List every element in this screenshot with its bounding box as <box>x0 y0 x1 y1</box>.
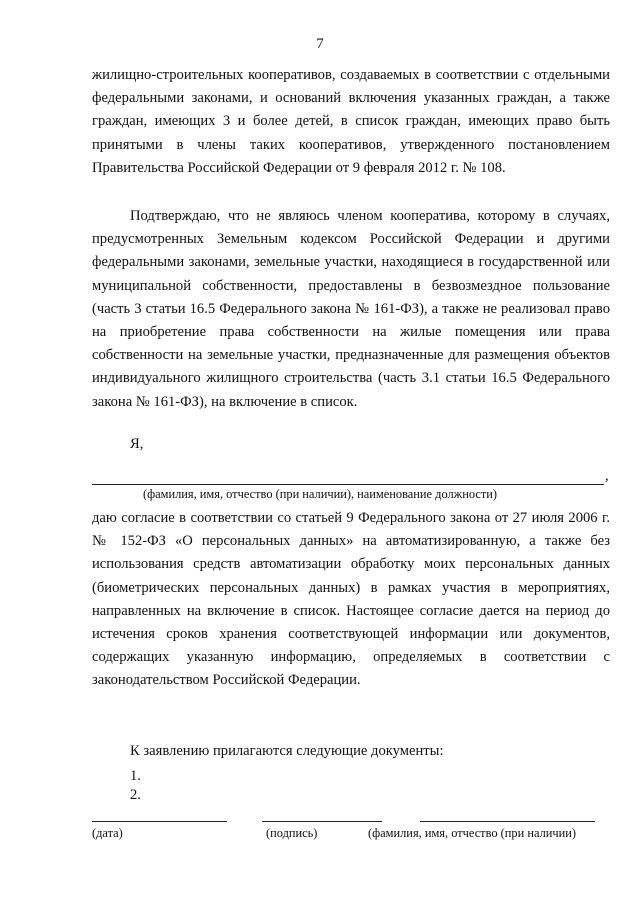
date-caption: (дата) <box>92 826 123 840</box>
attachment-item: 1. <box>130 768 141 784</box>
attachment-item: 2. <box>130 787 141 803</box>
paragraph-cooperatives: жилищно-строительных кооперативов, создаваемых в соответствии с отдельными федеральными законами, и оснований включения указанных граждан, а также граждан, имеющих 3 и более детей, в список граждан, имеющих право быть принятыми в члены таких кооперативов, утвержденного постановлением Правительства Российской Федерации от 9 февраля 2012 г. № 108. <box>92 67 610 176</box>
full-name-caption: (фамилия, имя, отчество (при наличии) <box>368 826 577 840</box>
date-line <box>92 821 227 822</box>
attachments-title: К заявлению прилагаются следующие документы: <box>130 743 444 759</box>
paragraph-consent: даю согласие в соответствии со статьей 9 Федерального закона от 27 июля 2006 г. № 152-ФЗ «О персональных данных» на автоматизированную, а также без использования средств автоматизации обработку моих персональных данных (биометрических персональных данных) в рамках участия в мероприятиях, направленных на включение в список. Настоящее согласие дается на период до истечения сроков хранения соответствующей информации или документов, содержащих указанную информацию, определяемых в соответствии с законодательством Российской Федерации. <box>92 510 610 689</box>
fill-line-comma: , <box>605 468 609 484</box>
page-number: 7 <box>316 36 324 52</box>
attachments-list <box>130 767 141 805</box>
consent-pronoun: Я, <box>130 436 144 452</box>
full-name-line <box>420 821 595 822</box>
signature-line <box>262 821 382 822</box>
signature-caption: (подпись) <box>266 826 318 840</box>
name-position-caption: (фамилия, имя, отчество (при наличии), наименование должности) <box>142 487 498 501</box>
name-fill-line <box>92 484 604 485</box>
paragraph-confirmation: Подтверждаю, что не являюсь членом кооператива, которому в случаях, предусмотренных Земельным кодексом Российской Федерации и другими федеральными законами, земельные участки, находящиеся в государственной или муниципальной собственности, предоставлены в безвозмездное пользование (часть 3 статьи 16.5 Федерального закона № 161-ФЗ), а также не реализовал право на приобретение права собственности на жилые помещения или права собственности на земельные участки, предназначенные для размещения объектов индивидуального жилищного строительства (часть 3.1 статьи 16.5 Федерального закона № 161-ФЗ), на включение в список. <box>92 208 610 410</box>
